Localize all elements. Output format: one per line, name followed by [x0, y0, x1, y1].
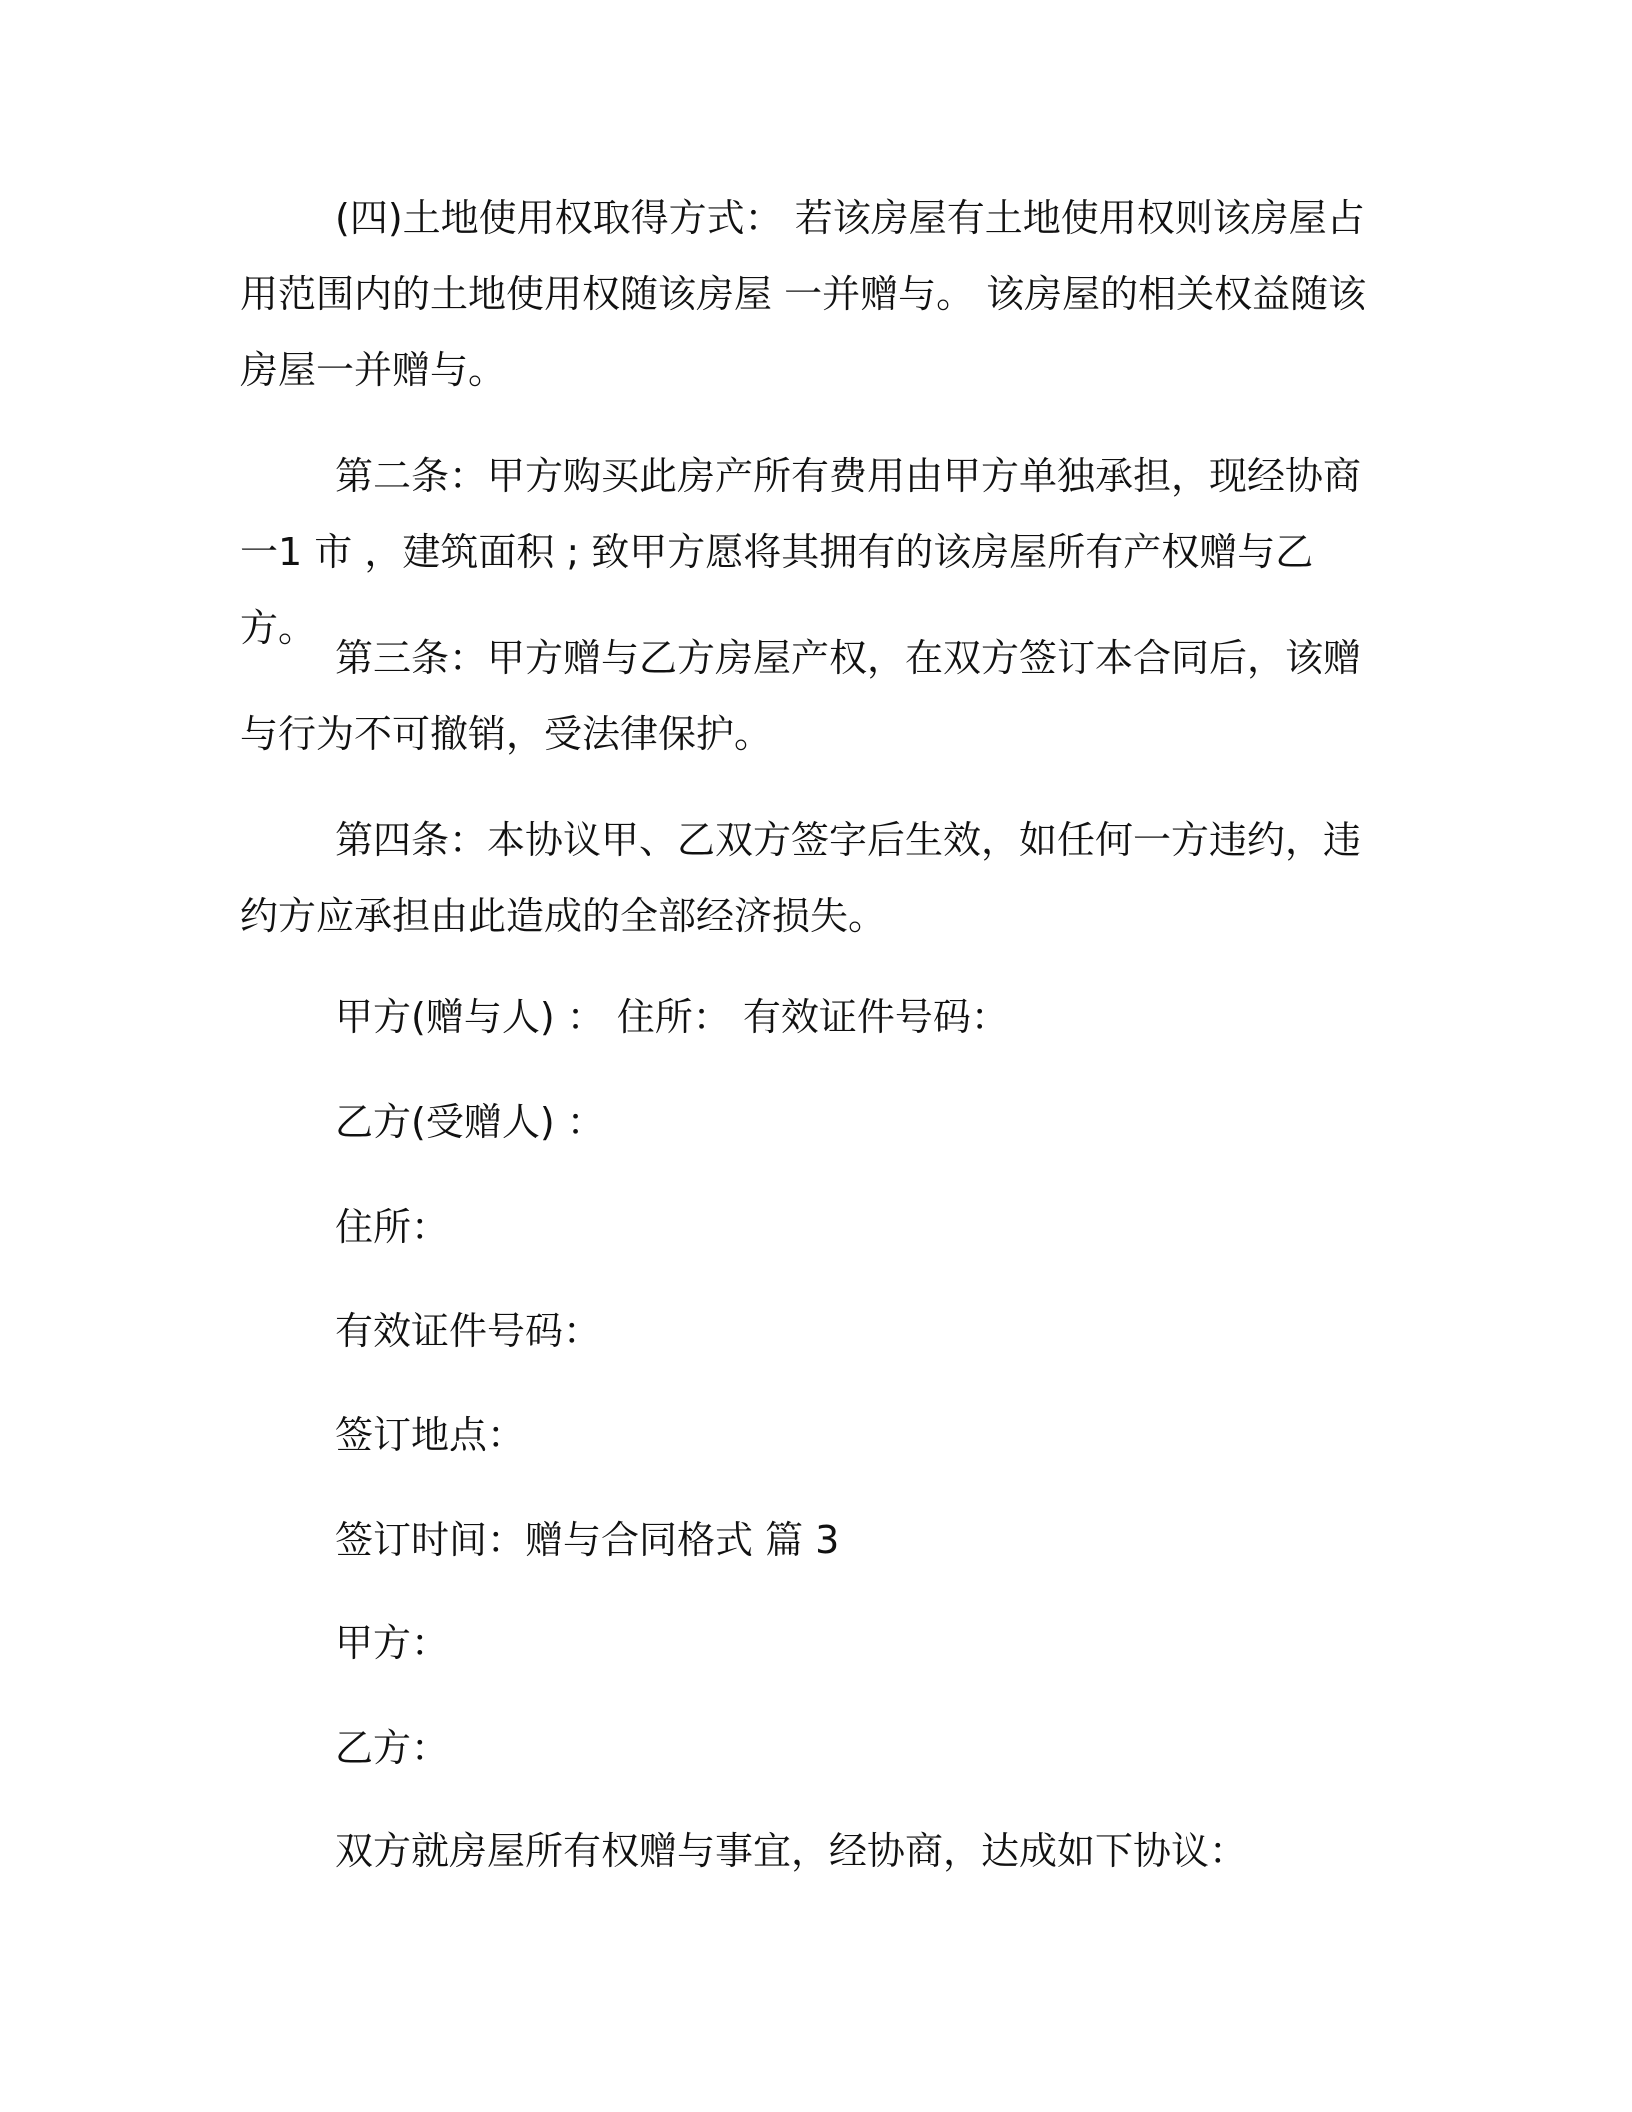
party-b-line: 乙方：	[335, 1726, 450, 1770]
paragraph-article-2: 第二条：甲方购买此房产所有费用由甲方单独承担，现经协商一1 市 ，建筑面积 ; 致甲方愿将其拥有的该房屋所有产权赠与乙方。	[240, 454, 1362, 650]
paragraph-article-3: 第三条：甲方赠与乙方房屋产权，在双方签订本合同后，该赠与行为不可撤销，受法律保护。	[240, 636, 1362, 756]
paragraph-land-use-right: (四)土地使用权取得方式： 若该房屋有土地使用权则该房屋占用范围内的土地使用权随该房屋 一并赠与。 该房屋的相关权益随该房屋一并赠与。	[240, 196, 1367, 392]
party-b-donee-line: 乙方(受赠人) ：	[335, 1100, 605, 1144]
party-a-line: 甲方：	[335, 1621, 450, 1665]
paragraph-article-4: 第四条：本协议甲、乙双方签字后生效，如任何一方违约，违约方应承担由此造成的全部经济损失。	[240, 818, 1362, 938]
address-line: 住所：	[335, 1205, 450, 1249]
party-a-donor-line: 甲方(赠与人) ： 住所： 有效证件号码：	[335, 995, 1009, 1039]
signing-place-line: 签订地点：	[335, 1413, 526, 1457]
signing-time-line: 签订时间：赠与合同格式 篇 3	[335, 1518, 840, 1562]
agreement-intro-line: 双方就房屋所有权赠与事宜，经协商，达成如下协议：	[335, 1829, 1248, 1873]
id-number-line: 有效证件号码：	[335, 1309, 602, 1353]
